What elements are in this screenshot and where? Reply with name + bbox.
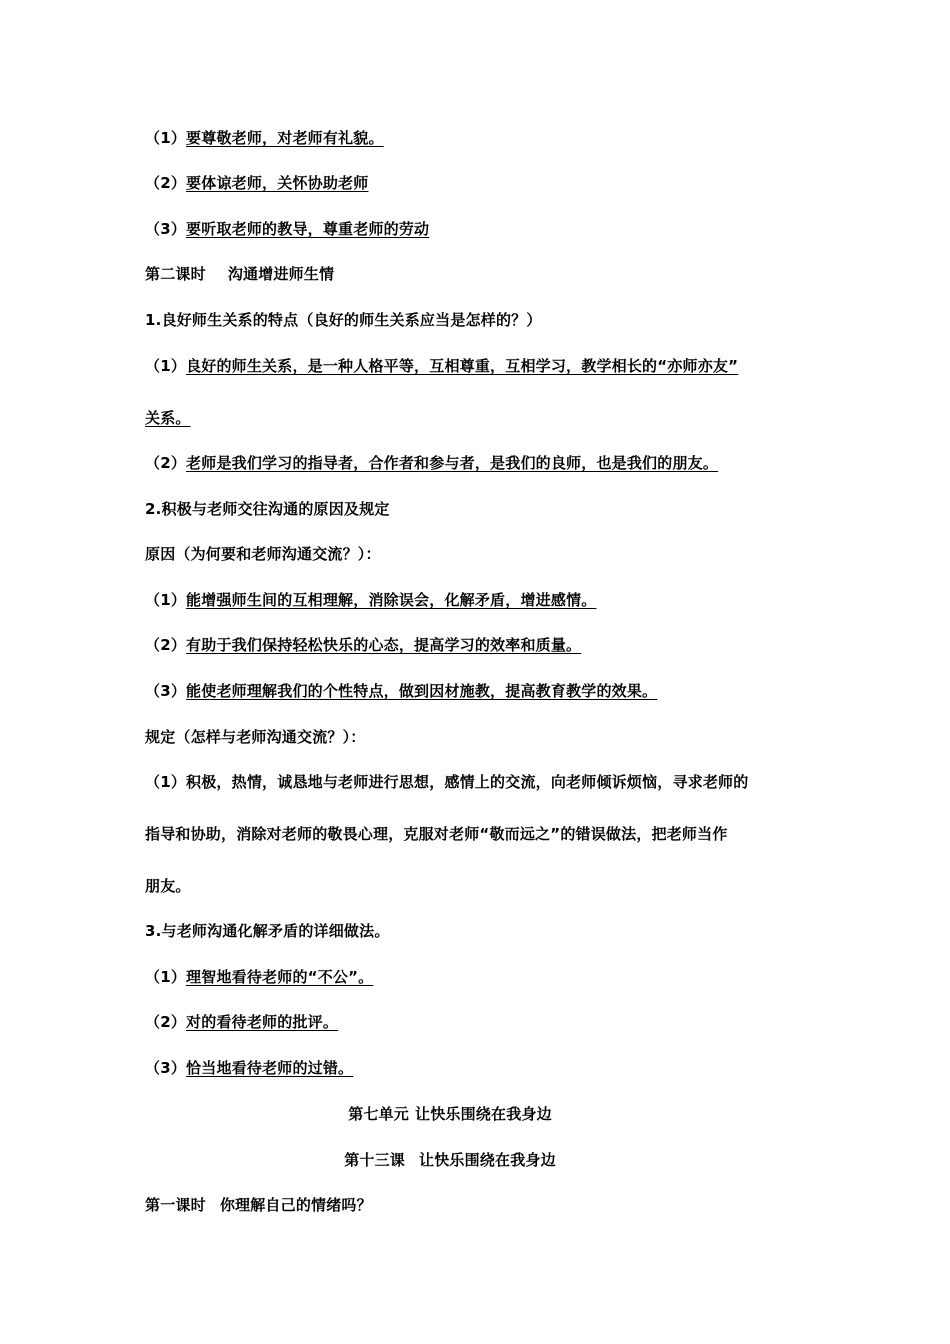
method-item-1	[145, 967, 373, 987]
period-title: 你理解自己的情绪吗？	[219, 1196, 372, 1214]
item-number: （2）	[145, 454, 187, 472]
question-3: 3.与老师沟通化解矛盾的详细做法。	[145, 922, 390, 940]
method-item-3	[145, 1058, 353, 1078]
reason-item-1	[145, 590, 596, 610]
item-number: （3）	[145, 682, 187, 700]
reason-heading: 原因（为何要和老师沟通交流？）：	[145, 545, 381, 563]
rule-heading: 规定（怎样与老师沟通交流？）：	[145, 728, 366, 746]
question-1-item-1	[145, 356, 738, 376]
underlined-answer: 要听取老师的教导，尊重老师的劳动	[186, 220, 430, 238]
period-heading	[145, 1195, 372, 1215]
respect-item-3	[145, 219, 429, 239]
question-1: 1.良好师生关系的特点（良好的师生关系应当是怎样的？）	[145, 311, 542, 329]
underlined-answer: 要体谅老师，关怀协助老师	[186, 174, 369, 192]
unit-title: 让快乐围绕在我身边	[415, 1105, 552, 1123]
reason-item-3	[145, 681, 657, 701]
method-item-2	[145, 1012, 338, 1032]
lesson-title: 让快乐围绕在我身边	[419, 1151, 556, 1169]
respect-item-1	[145, 128, 384, 148]
question-1-item-1-continued	[145, 408, 191, 428]
question-2: 2.积极与老师交往沟通的原因及规定	[145, 500, 390, 518]
lesson-label: 第十三课	[344, 1151, 405, 1169]
question-1-item-2	[145, 453, 718, 473]
underlined-answer: 良好的师生关系，是一种人格平等，互相尊重，互相学习，教学相长的“亦师亦友”	[186, 357, 739, 375]
underlined-answer: 有助于我们保持轻松快乐的心态，提高学习的效率和质量。	[186, 636, 582, 654]
lesson-heading	[145, 264, 334, 284]
underlined-answer: 对的看待老师的批评。	[186, 1013, 339, 1031]
item-number: （1）	[145, 968, 187, 986]
underlined-answer: 老师是我们学习的指导者，合作者和参与者，是我们的良师，也是我们的朋友。	[186, 454, 719, 472]
item-number: （1）	[145, 357, 187, 375]
underlined-answer: 能增强师生间的互相理解，消除误会，化解矛盾，增进感情。	[186, 591, 597, 609]
underlined-answer: 关系。	[145, 409, 191, 427]
item-number: （1）	[145, 129, 187, 147]
unit-heading	[0, 1104, 900, 1124]
lesson-title: 沟通增进师生情	[227, 265, 335, 283]
rule-item-1-line-3: 朋友。	[145, 877, 191, 895]
underlined-answer: 恰当地看待老师的过错。	[186, 1059, 354, 1077]
item-number: （2）	[145, 1013, 187, 1031]
rule-item-1-line-2: 指导和协助，消除对老师的敬畏心理，克服对老师“敬而远之”的错误做法，把老师当作	[145, 825, 728, 843]
reason-item-2	[145, 635, 581, 655]
unit-label: 第七单元	[348, 1105, 409, 1123]
lesson-13-heading	[0, 1150, 900, 1170]
underlined-answer: 要尊敬老师，对老师有礼貌。	[186, 129, 384, 147]
lesson-label: 第二课时	[145, 265, 206, 283]
underlined-answer: 能使老师理解我们的个性特点，做到因材施教，提高教育教学的效果。	[186, 682, 658, 700]
item-number: （3）	[145, 220, 187, 238]
item-number: （2）	[145, 636, 187, 654]
underlined-answer: 理智地看待老师的“不公”。	[186, 968, 374, 986]
period-label: 第一课时	[145, 1196, 206, 1214]
item-number: （2）	[145, 174, 187, 192]
rule-item-1-line-1: （1）积极，热情，诚恳地与老师进行思想，感情上的交流，向老师倾诉烦恼，寻求老师的	[145, 773, 749, 791]
respect-item-2	[145, 173, 368, 193]
item-number: （3）	[145, 1059, 187, 1077]
item-number: （1）	[145, 591, 187, 609]
